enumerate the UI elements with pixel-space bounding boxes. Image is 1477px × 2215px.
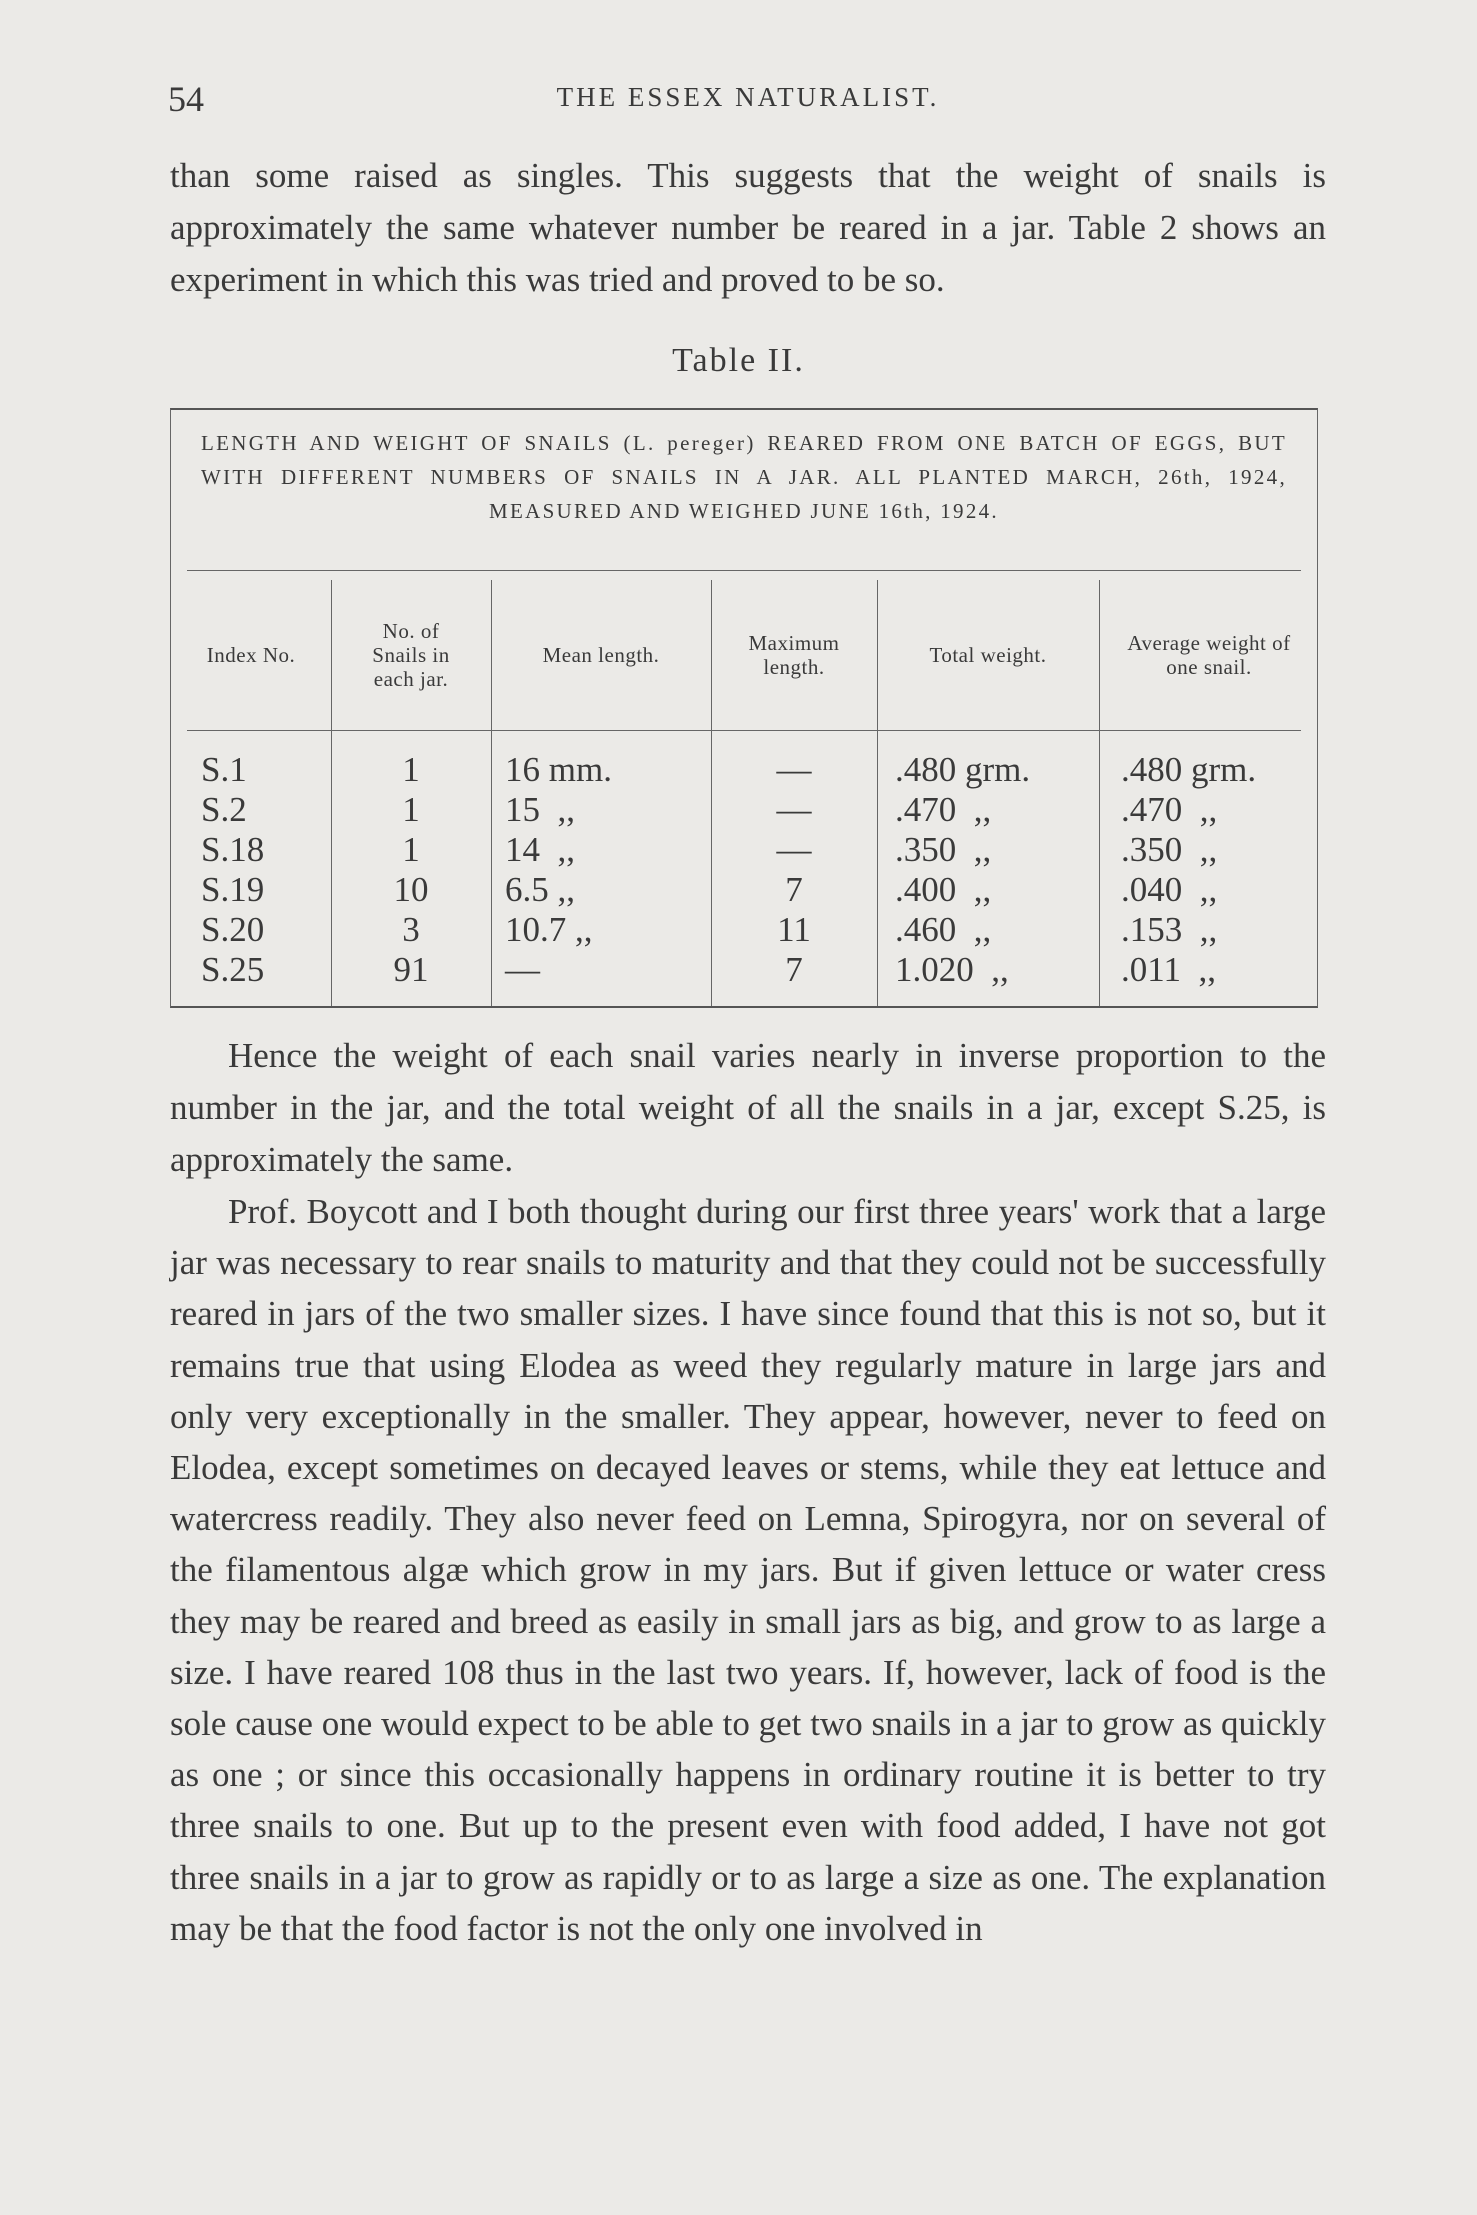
- table-cell: 15 ,,: [505, 790, 575, 829]
- table-cell: S.19: [201, 870, 265, 909]
- table-rule-header: [187, 730, 1301, 731]
- table-cell: .470 ,,: [895, 790, 992, 829]
- table-cell: 10.7 ,,: [505, 910, 593, 949]
- table-cell: 1: [402, 790, 420, 829]
- table-cell: S.1: [201, 750, 247, 789]
- column-header-mean-length: Mean length.: [542, 643, 660, 667]
- paragraph-2-text: Prof. Boycott and I both thought during our first three years' work that a large jar was necessary to rear snails to maturity and that they could not be successfully reared in jars of the two smaller sizes. I have since found that this is not so, but it remains true that using Elodea as weed they regularly mature in large jars and only very exceptionally in the smaller. They appear, however, never to feed on Elodea, except sometimes on decayed leaves or stems, while they eat lettuce and watercress readily. They also never feed on Lemna, Spirogyra, nor on several of the filamentous algæ which grow in my jars. But if given lettuce or water cress they may be reared and breed as easily in small jars as big, and grow to as large a size. I have reared 108 thus in the last two years. If, however, lack of food is the sole cause one would expect to be able to get two snails in a jar to grow as quickly as one ; or since this occasionally happens in ordinary routine it is better to try three snails to one. But up to the present even with food added, I have not got three snails in a jar to grow as rapidly or to as large a size as one. The explanation may be that the food factor is not the only one involved in: [170, 1192, 1326, 1948]
- table-cell: .460 ,,: [895, 910, 992, 949]
- column-header-max-length: Maximum length.: [748, 631, 840, 679]
- table-cell: .040 ,,: [1121, 870, 1218, 909]
- table-cell: 7: [785, 950, 803, 989]
- table-cell: 7: [785, 870, 803, 909]
- column-header-average-weight: Average weight of one snail.: [1127, 631, 1291, 679]
- table-cell: 10: [393, 870, 429, 909]
- table-cell: 6.5 ,,: [505, 870, 575, 909]
- table-cell: .470 ,,: [1121, 790, 1218, 829]
- table-cell: 1: [402, 830, 420, 869]
- table-cell: S.20: [201, 910, 265, 949]
- table-cell: .350 ,,: [895, 830, 992, 869]
- intro-paragraph: than some raised as singles. This suggests that the weight of snails is approximately the same whatever number be reared in a jar. Table 2 shows an experiment in which this was tried and proved to be so.: [170, 156, 1326, 299]
- table-cell: 3: [402, 910, 420, 949]
- table-title: Table II.: [672, 342, 805, 379]
- running-title: THE ESSEX NATURALIST.: [556, 82, 940, 112]
- table-cell: 91: [393, 950, 429, 989]
- table-cell: S.18: [201, 830, 265, 869]
- data-table: [170, 408, 1318, 1008]
- table-cell: .480 grm.: [895, 750, 1031, 789]
- paragraph-2: [170, 1186, 1326, 1954]
- table-cell: 11: [777, 910, 811, 949]
- column-header-total-weight: Total weight.: [929, 643, 1047, 667]
- table-cell: 14 ,,: [505, 830, 575, 869]
- table-cell: .011 ,,: [1121, 950, 1216, 989]
- table-cell: .350 ,,: [1121, 830, 1218, 869]
- table-cell: —: [505, 950, 540, 989]
- page-number: 54: [168, 79, 204, 119]
- table-caption: LENGTH AND WEIGHT OF SNAILS (L. pereger) REARED FROM ONE BATCH OF EGGS, BUT WITH DIFFERENT NUMBERS OF SNAILS IN A JAR. ALL PLANTED MARCH, 26th, 1924, MEASURED AND WEIGHED JUNE 16th, 1924.: [201, 431, 1287, 523]
- table-cell: S.25: [201, 950, 265, 989]
- column-header-index: Index No.: [206, 643, 296, 667]
- column-header-snails: No. of Snails in each jar.: [372, 619, 450, 691]
- table-rule-top: [187, 570, 1301, 571]
- table-cell: .480 grm.: [1121, 750, 1257, 789]
- paragraph-1: Hence the weight of each snail varies nearly in inverse proportion to the number in the jar, and the total weight of all the snails in a jar, except S.25, is approximately the same.: [170, 1036, 1326, 1179]
- table-cell: 16 mm.: [505, 750, 612, 789]
- table-cell: .153 ,,: [1121, 910, 1218, 949]
- table-cell: 1.020 ,,: [895, 950, 1009, 989]
- table-cell: —: [776, 830, 812, 869]
- table-cell: —: [776, 750, 812, 789]
- page-header: [168, 78, 1328, 128]
- table-cell: —: [776, 790, 812, 829]
- table-cell: .400 ,,: [895, 870, 992, 909]
- table-cell: 1: [402, 750, 420, 789]
- table-cell: S.2: [201, 790, 247, 829]
